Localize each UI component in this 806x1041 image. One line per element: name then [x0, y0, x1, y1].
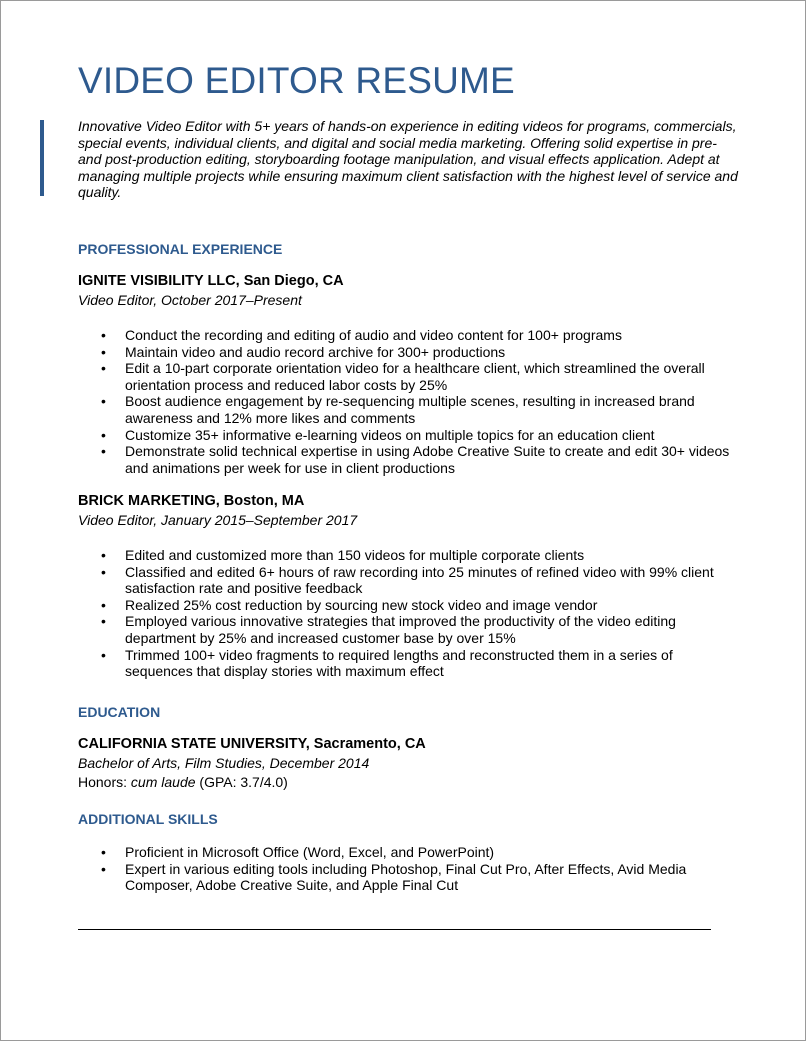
list-item: • Proficient in Microsoft Office (Word, Excel, and PowerPoint) [1, 844, 761, 861]
honors-value: cum laude [130, 774, 196, 790]
job-2-company: BRICK MARKETING, Boston, MA [78, 493, 305, 509]
list-item: • Realized 25% cost reduction by sourcing new stock video and image vendor [1, 597, 761, 614]
job-1-role: Video Editor, October 2017–Present [78, 292, 302, 308]
bottom-divider [78, 929, 711, 930]
summary-accent-bar [40, 120, 44, 196]
skills-heading: ADDITIONAL SKILLS [78, 811, 218, 827]
job-2-role: Video Editor, January 2015–September 2017 [78, 512, 358, 528]
gpa-value: (GPA: 3.7/4.0) [195, 774, 288, 790]
education-degree: Bachelor of Arts, Film Studies, December 2014 [78, 755, 370, 771]
job-2-bullets [1, 547, 761, 680]
list-item: • Trimmed 100+ video fragments to required lengths and reconstructed them in a series of sequences that display stories with maximum effect [1, 647, 761, 680]
list-item: • Demonstrate solid technical expertise in using Adobe Creative Suite to create and edit 30+ videos and animations per week for use in client productions [1, 443, 761, 476]
list-item: • Conduct the recording and editing of audio and video content for 100+ programs [1, 327, 761, 344]
education-honors [78, 774, 288, 790]
skills-bullets [1, 844, 761, 894]
list-item: • Edited and customized more than 150 videos for multiple corporate clients [1, 547, 761, 564]
list-item: • Customize 35+ informative e-learning videos on multiple topics for an education client [1, 427, 761, 444]
job-1-bullets [1, 327, 761, 476]
education-heading: EDUCATION [78, 704, 161, 720]
page-title: VIDEO EDITOR RESUME [78, 60, 515, 101]
experience-heading: PROFESSIONAL EXPERIENCE [78, 241, 283, 257]
list-item: • Expert in various editing tools including Photoshop, Final Cut Pro, After Effects, Avid Media Composer, Adobe Creative Suite, and Apple Final Cut [1, 861, 761, 894]
list-item: • Boost audience engagement by re-sequencing multiple scenes, resulting in increased brand awareness and 12% more likes and comments [1, 393, 761, 426]
job-1-company: IGNITE VISIBILITY LLC, San Diego, CA [78, 273, 344, 289]
list-item: • Classified and edited 6+ hours of raw recording into 25 minutes of refined video with 99% client satisfaction rate and positive feedback [1, 564, 761, 597]
list-item: • Maintain video and audio record archive for 300+ productions [1, 344, 761, 361]
list-item: • Employed various innovative strategies that improved the productivity of the video editing department by 25% and increased customer base by over 15% [1, 613, 761, 646]
education-school: CALIFORNIA STATE UNIVERSITY, Sacramento, CA [78, 736, 426, 752]
list-item: • Edit a 10-part corporate orientation video for a healthcare client, which streamlined the overall orientation process and reduced labor costs by 25% [1, 360, 761, 393]
honors-label: Honors: [78, 774, 131, 790]
summary-text: Innovative Video Editor with 5+ years of hands-on experience in editing videos for programs, commercials, special events, individual clients, and digital and social media marketing. Offering solid expertise in pre- and post-production editing, storyboarding footage manipulation, and visual effects application. Adept at managing multiple projects while ensuring maximum client satisfaction with the highest level of service and quality. [78, 118, 738, 201]
